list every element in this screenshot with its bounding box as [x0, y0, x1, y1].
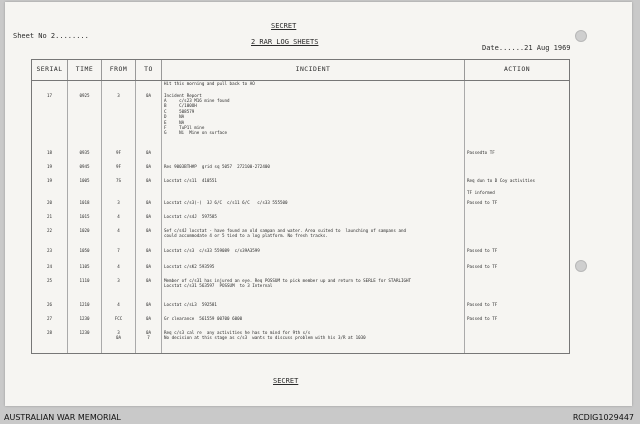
- row-from: 9F: [102, 164, 136, 178]
- row-from: 4: [102, 214, 136, 228]
- row-incident: Hit this morning and pull back to AO: [162, 81, 465, 93]
- log-sheet-paper: [5, 2, 632, 406]
- sheet-title: 2 RAR LOG SHEETS: [251, 38, 319, 46]
- row-time: 0925: [68, 93, 102, 150]
- row-serial: 26: [32, 302, 68, 316]
- row-to: 0A: [136, 93, 162, 150]
- row-time: 1018: [68, 200, 102, 214]
- row-incident: Locstat c/s11 410551: [162, 178, 465, 190]
- table-row: [32, 228, 570, 248]
- row-from: 9F: [102, 150, 136, 164]
- row-from: 7S: [102, 178, 136, 190]
- row-action: Passed to TF: [465, 200, 570, 214]
- log-date: Date......21 Aug 1969: [482, 44, 571, 52]
- row-action: Passed to TF: [465, 248, 570, 264]
- row-from: 3: [102, 93, 136, 150]
- row-from: 3: [102, 200, 136, 214]
- sheet-number: Sheet No 2........: [13, 32, 89, 40]
- row-time: 1050: [68, 248, 102, 264]
- row-time: [68, 190, 102, 200]
- row-incident: Member of c/s31 has injured an eye. Req POSSUM to pick member up and return to SERLE for STARLIGHT Locstat c/s31 563597 POSSUM to 3 Internal: [162, 278, 465, 302]
- row-to: [136, 81, 162, 93]
- row-time: 0935: [68, 150, 102, 164]
- row-action: Passed to TF: [465, 316, 570, 330]
- row-serial: 20: [32, 200, 68, 214]
- classification-top: SECRET: [271, 22, 297, 30]
- row-action: [465, 164, 570, 178]
- classification-bottom: SECRET: [273, 377, 299, 385]
- row-incident: [162, 190, 465, 200]
- table-row: [32, 316, 570, 330]
- row-incident: Res 9003BTH#P grid sq 5057 272100-272400: [162, 164, 465, 178]
- row-time: 1110: [68, 278, 102, 302]
- row-serial: 21: [32, 214, 68, 228]
- row-from: 3: [102, 278, 136, 302]
- row-serial: 23: [32, 248, 68, 264]
- table-row: [32, 164, 570, 178]
- archive-credit: AUSTRALIAN WAR MEMORIAL: [4, 413, 121, 422]
- row-from: 4: [102, 264, 136, 278]
- col-time: TIME: [68, 60, 102, 81]
- row-serial: [32, 190, 68, 200]
- row-to: 0A: [136, 200, 162, 214]
- row-from: [102, 81, 136, 93]
- punch-hole-top: [575, 30, 587, 42]
- table-row: [32, 93, 570, 150]
- table-row: [32, 81, 570, 93]
- row-incident: [162, 150, 465, 164]
- table-row: [32, 278, 570, 302]
- row-serial: 19: [32, 164, 68, 178]
- row-from: [102, 190, 136, 200]
- row-to: [136, 190, 162, 200]
- row-incident: Req c/s3 cal re any activities he has to mind for 9th s/s No decision at this stage as c/s3 wants to discuss problem with his 3/R at 1030: [162, 330, 465, 354]
- row-time: 1230: [68, 316, 102, 330]
- row-to: 0A: [136, 214, 162, 228]
- row-from: 7: [102, 248, 136, 264]
- row-to: 0A: [136, 178, 162, 190]
- log-table: [31, 59, 570, 354]
- row-action: Req dun to D Coy activities: [465, 178, 570, 190]
- row-to: 0A: [136, 264, 162, 278]
- row-from: 3 0A: [102, 330, 136, 354]
- punch-hole-bottom: [575, 260, 587, 272]
- table-row: [32, 264, 570, 278]
- row-serial: 22: [32, 228, 68, 248]
- row-time: 1020: [68, 228, 102, 248]
- table-row: [32, 200, 570, 214]
- row-action: TF informed: [465, 190, 570, 200]
- row-incident: Locstat c/sK2 593595: [162, 264, 465, 278]
- row-serial: 19: [32, 178, 68, 190]
- col-to: TO: [136, 60, 162, 81]
- table-row: [32, 330, 570, 354]
- row-incident: Locstat c/s3 c/s33 559089 c/s39A3599: [162, 248, 465, 264]
- table-row: [32, 178, 570, 190]
- row-time: 1005: [68, 178, 102, 190]
- row-to: 0A: [136, 316, 162, 330]
- row-to: 0A: [136, 164, 162, 178]
- table-row: [32, 214, 570, 228]
- row-time: 0945: [68, 164, 102, 178]
- table-row: [32, 302, 570, 316]
- row-to: 0A: [136, 278, 162, 302]
- row-incident: Gr clearance 561559 00700 6000: [162, 316, 465, 330]
- row-action: [465, 214, 570, 228]
- col-action: ACTION: [465, 60, 570, 81]
- col-from: FROM: [102, 60, 136, 81]
- row-serial: 18: [32, 150, 68, 164]
- row-action: [465, 278, 570, 302]
- row-serial: [32, 81, 68, 93]
- row-incident: Incident Report A c/s23 M16 mine found B C/100OH C 508579 D NA E NA F TuP1l mine G Ni Mine on surface: [162, 93, 465, 150]
- col-incident: INCIDENT: [162, 60, 465, 81]
- archive-record-id: RCDIG1029447: [572, 413, 634, 422]
- row-action: [465, 330, 570, 354]
- row-to: 0A 7: [136, 330, 162, 354]
- row-time: [68, 81, 102, 93]
- row-action: Passed to TF: [465, 264, 570, 278]
- row-time: 1230: [68, 330, 102, 354]
- row-action: Passed to TF: [465, 302, 570, 316]
- row-action: Passedto TF: [465, 150, 570, 164]
- row-action: [465, 228, 570, 248]
- row-time: 1015: [68, 214, 102, 228]
- table-row: [32, 248, 570, 264]
- row-incident: Locstat c/s3(-) 3J 6/C c/s11 6/C c/s33 555500: [162, 200, 465, 214]
- row-to: 0A: [136, 150, 162, 164]
- row-serial: 27: [32, 316, 68, 330]
- row-incident: Sef c/s4J locstat - have found an old sampan and water. Area suited to launching of sampans and could accommodate 4 or 5 tied to a log platform. No fresh tracks.: [162, 228, 465, 248]
- row-serial: 25: [32, 278, 68, 302]
- row-to: 0A: [136, 248, 162, 264]
- row-to: 0A: [136, 228, 162, 248]
- row-serial: 24: [32, 264, 68, 278]
- row-incident: Locstat c/sL3 592581: [162, 302, 465, 316]
- row-from: FCC: [102, 316, 136, 330]
- table-row: [32, 190, 570, 200]
- row-action: [465, 81, 570, 93]
- row-time: 1210: [68, 302, 102, 316]
- row-serial: 17: [32, 93, 68, 150]
- row-to: 0A: [136, 302, 162, 316]
- row-serial: 28: [32, 330, 68, 354]
- log-table-header: [32, 60, 570, 81]
- row-time: 1105: [68, 264, 102, 278]
- row-from: 4: [102, 228, 136, 248]
- row-action: [465, 93, 570, 150]
- row-from: 4: [102, 302, 136, 316]
- row-incident: Locstat c/s4J 597585: [162, 214, 465, 228]
- col-serial: SERIAL: [32, 60, 68, 81]
- table-row: [32, 150, 570, 164]
